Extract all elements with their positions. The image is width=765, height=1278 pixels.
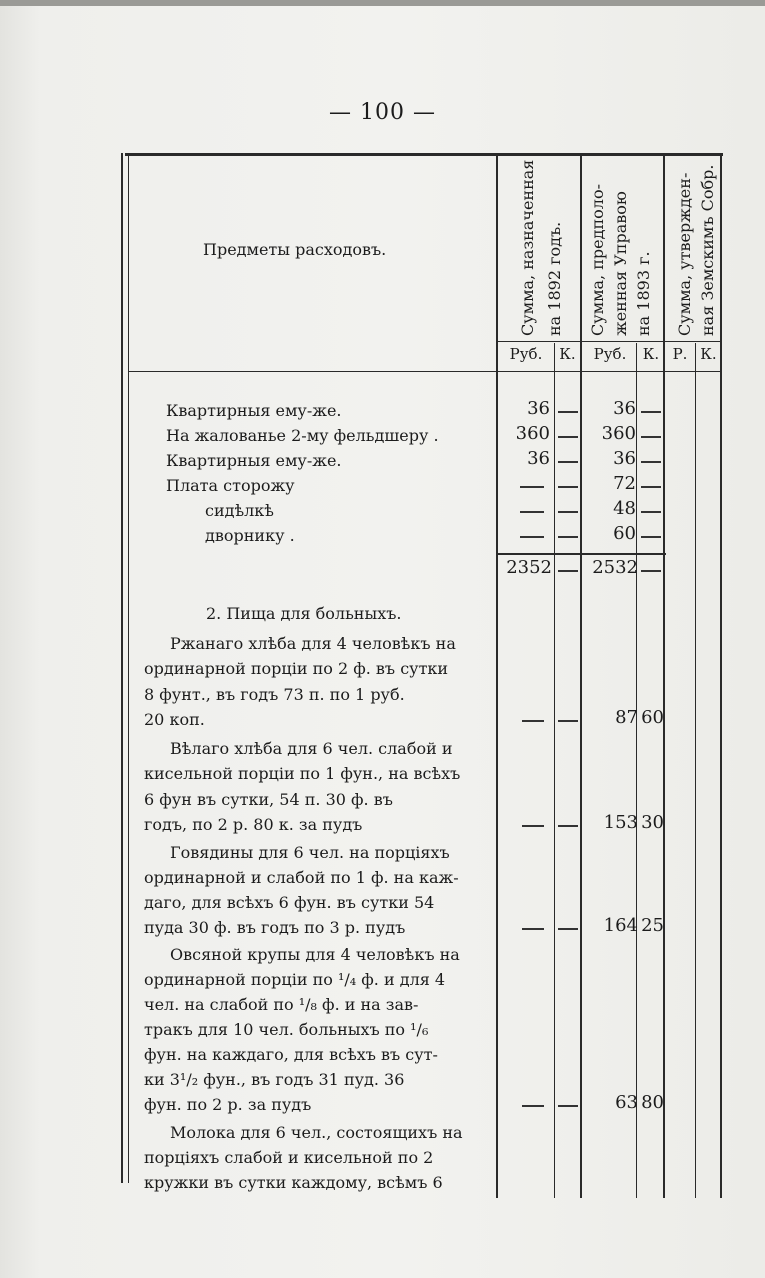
row-1893-rub: 36 xyxy=(613,448,636,469)
item-line: ки 3¹/₂ фун., въ годъ 31 пуд. 36 xyxy=(144,1070,405,1089)
row-1893-rub: 360 xyxy=(601,423,636,444)
item-line: порціяхъ слабой и кисельной по 2 xyxy=(144,1148,434,1167)
row-text: дворнику . xyxy=(205,526,295,545)
subtotal-1892-kop-dash xyxy=(558,570,578,572)
table-left-rule-inner xyxy=(128,153,129,1183)
row-1893-kop-dash xyxy=(641,536,661,538)
subtotal-1893: 2532 xyxy=(592,557,638,578)
item-line: фун. по 2 р. за пудъ xyxy=(144,1095,312,1114)
item-1893-rub: 164 xyxy=(603,915,638,936)
item-1892-rub-dash xyxy=(522,928,544,930)
row-1892-rub: 36 xyxy=(527,448,550,469)
row-1892-rub: 360 xyxy=(515,423,550,444)
unit-rub-approved: Р. xyxy=(672,345,688,363)
item-line: Вѣлаго хлѣба для 6 чел. слабой и xyxy=(170,739,453,758)
item-1893-kop: 25 xyxy=(641,915,664,936)
item-1892-kop-dash xyxy=(558,1105,578,1107)
row-1893-kop-dash xyxy=(641,436,661,438)
units-rule xyxy=(129,371,722,372)
item-line: Молока для 6 чел., состоящихъ на xyxy=(170,1123,463,1142)
row-text: Плата сторожу xyxy=(166,476,295,495)
item-1893-rub: 63 xyxy=(615,1092,638,1113)
item-line: Овсяной крупы для 4 человѣкъ на xyxy=(170,945,460,964)
row-1893-kop-dash xyxy=(641,486,661,488)
item-line: годъ, по 2 р. 80 к. за пудъ xyxy=(144,815,363,834)
row-1892-rub: 36 xyxy=(527,398,550,419)
row-1893-rub: 36 xyxy=(613,398,636,419)
item-1893-rub: 153 xyxy=(603,812,638,833)
col-rule-1893 xyxy=(663,153,665,1198)
row-1893-rub: 72 xyxy=(613,473,636,494)
item-line: пуда 30 ф. въ годъ по 3 р. пудъ xyxy=(144,918,406,937)
item-1892-kop-dash xyxy=(558,928,578,930)
item-1893-rub: 87 xyxy=(615,707,638,728)
item-1892-kop-dash xyxy=(558,825,578,827)
table-top-rule xyxy=(125,153,723,156)
row-text: сидѣлкѣ xyxy=(205,501,274,520)
unit-kop-approved: К. xyxy=(700,345,717,363)
item-line: ординарной порціи по 2 ф. въ сутки xyxy=(144,659,449,678)
item-line: чел. на слабой по ¹/₈ ф. и на зав- xyxy=(144,995,419,1014)
item-line: Говядины для 6 чел. на порціяхъ xyxy=(170,843,450,862)
item-line: ординарной порціи по ¹/₄ ф. и для 4 xyxy=(144,970,446,989)
item-1892-rub-dash xyxy=(522,1105,544,1107)
item-line: ординарной и слабой по 1 ф. на каж- xyxy=(144,868,459,887)
col-rule-1893-kop xyxy=(636,343,637,1198)
row-1892-kop-dash xyxy=(558,461,578,463)
row-text: На жалованье 2-му фельдшеру . xyxy=(166,426,439,445)
row-1893-rub: 60 xyxy=(613,523,636,544)
header-approved-line2: ная Земскимъ Собр. xyxy=(698,164,717,336)
table-left-rule xyxy=(121,153,123,1183)
item-line: фун. на каждаго, для всѣхъ въ сут- xyxy=(144,1045,438,1064)
row-1892-rub-dash xyxy=(520,486,544,488)
subtotal-rule xyxy=(498,553,666,555)
row-1892-rub-dash xyxy=(520,511,544,513)
header-1893-line1: Сумма, предполо- xyxy=(588,184,607,336)
row-1892-kop-dash xyxy=(558,511,578,513)
row-text: Квартирныя ему-же. xyxy=(166,401,342,420)
item-line: 6 фун въ сутки, 54 п. 30 ф. въ xyxy=(144,790,393,809)
row-1892-kop-dash xyxy=(558,411,578,413)
item-1892-rub-dash xyxy=(522,825,544,827)
scan-edge xyxy=(0,0,765,6)
table-header-title: Предметы расходовъ. xyxy=(203,240,387,259)
col-rule-1892-kop xyxy=(554,343,555,1198)
item-line: кружки въ сутки каждому, всѣмъ 6 xyxy=(144,1173,443,1192)
item-line: кисельной порціи по 1 фун., на всѣхъ xyxy=(144,764,461,783)
page-number: — 100 — xyxy=(329,100,436,125)
unit-kop-1893: К. xyxy=(642,345,660,363)
item-1893-kop: 60 xyxy=(641,707,664,728)
col-rule-approved-kop xyxy=(695,343,696,1198)
row-1892-kop-dash xyxy=(558,536,578,538)
item-line: тракъ для 10 чел. больныхъ по ¹/₆ xyxy=(144,1020,429,1039)
item-line: 8 фунт., въ годъ 73 п. по 1 руб. xyxy=(144,685,405,704)
col-rule-text xyxy=(496,153,498,1198)
subtotal-1893-kop-dash xyxy=(641,570,661,572)
unit-rub-1892: Руб. xyxy=(509,345,543,363)
item-1892-rub-dash xyxy=(522,720,544,722)
header-approved-line1: Сумма, утвержден- xyxy=(675,172,694,336)
row-1893-kop-dash xyxy=(641,411,661,413)
header-1893-line2: женная Управою xyxy=(611,191,630,336)
table-right-rule xyxy=(720,153,722,1198)
item-line: даго, для всѣхъ 6 фун. въ сутки 54 xyxy=(144,893,435,912)
row-1892-kop-dash xyxy=(558,486,578,488)
unit-kop-1892: К. xyxy=(559,345,576,363)
row-1893-kop-dash xyxy=(641,511,661,513)
item-1893-kop: 80 xyxy=(641,1092,664,1113)
item-line: 20 коп. xyxy=(144,710,205,729)
item-1892-kop-dash xyxy=(558,720,578,722)
header-rule xyxy=(496,341,722,342)
row-text: Квартирныя ему-же. xyxy=(166,451,342,470)
row-1892-kop-dash xyxy=(558,436,578,438)
header-1893-line3: на 1893 г. xyxy=(634,251,653,336)
header-1892-line1: Сумма, назначенная xyxy=(518,159,537,336)
row-1892-rub-dash xyxy=(520,536,544,538)
header-1892-line2: на 1892 годъ. xyxy=(545,221,564,336)
row-1893-kop-dash xyxy=(641,461,661,463)
item-1893-kop: 30 xyxy=(641,812,664,833)
row-1893-rub: 48 xyxy=(613,498,636,519)
subtotal-1892: 2352 xyxy=(506,557,552,578)
section-title: 2. Пища для больныхъ. xyxy=(206,604,402,623)
col-rule-1892 xyxy=(580,153,582,1198)
unit-rub-1893: Руб. xyxy=(593,345,627,363)
item-line: Ржанаго хлѣба для 4 человѣкъ на xyxy=(170,634,456,653)
